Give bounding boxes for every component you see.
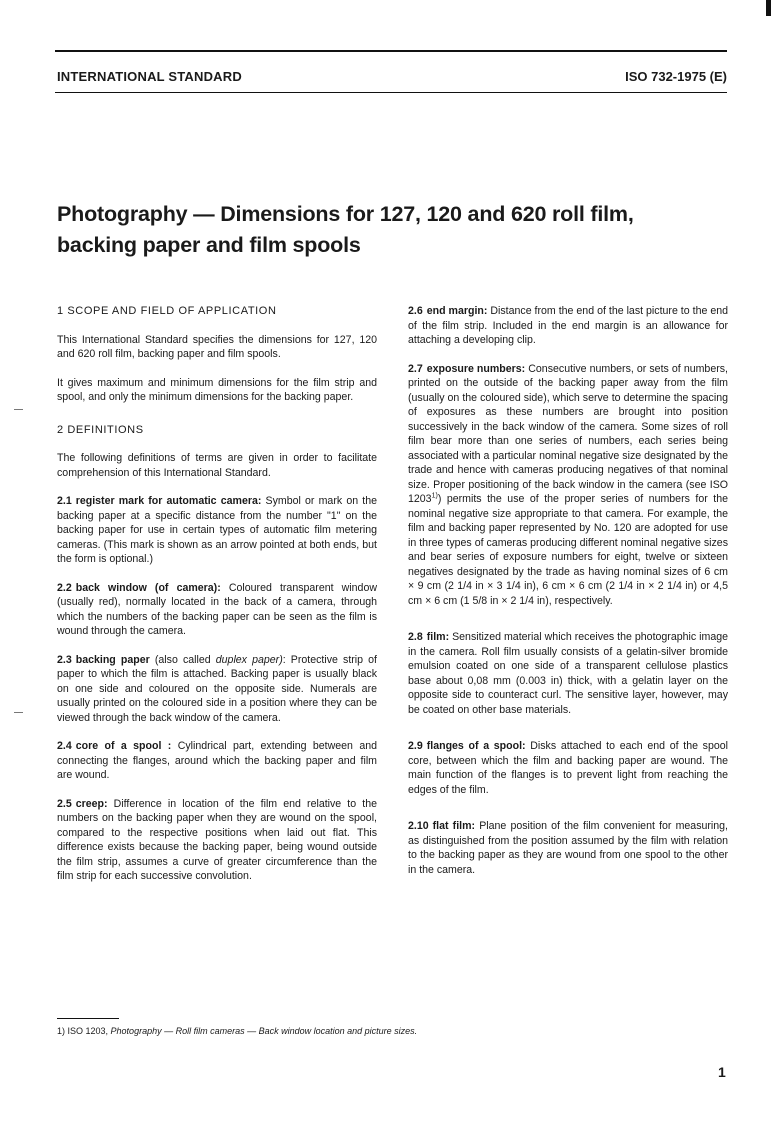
footnote xyxy=(57,1026,417,1036)
clause-number: 2.3 xyxy=(57,653,72,666)
footnote-reference: 1) xyxy=(431,492,438,500)
definition-text: Consecutive numbers, or sets of numbers, printed on the outside of the backing paper away from the film (usually on the coloured side), which serve to determine the spacing of exposures as these numbers are brought into position successively in the back window of the camera. Some sizes of roll film bear more than one series of numbers, each series being associated with a particular nominal negative size designated by the trade and hence with cameras producing negatives of that nominal size. Proper positioning of the back window in the camera (see ISO 1203 xyxy=(408,362,728,505)
defined-term: backing paper xyxy=(75,653,150,666)
clause-number: 2.4 xyxy=(57,740,72,752)
left-column xyxy=(57,304,377,898)
defined-term: register mark for automatic camera: xyxy=(75,495,262,507)
header-standard-label: INTERNATIONAL STANDARD xyxy=(57,69,242,84)
definition-2-4 xyxy=(57,739,377,783)
title-line-1: Photography — Dimensions for 127, 120 and 620 roll film, xyxy=(57,202,634,226)
title-line-2: backing paper and film spools xyxy=(57,233,361,257)
definition-text: Plane position of the film convenient for measuring, as distinguished from the position assumed by the film with relation to the backing paper as they are wound from one spool to the other in the camera. xyxy=(408,820,728,876)
document-title xyxy=(57,199,737,261)
defined-term: film: xyxy=(426,631,450,643)
clause-number: 2.1 xyxy=(57,495,72,507)
defined-term: flanges of a spool: xyxy=(426,740,526,752)
definition-2-3 xyxy=(57,653,377,726)
scope-heading: 1 SCOPE AND FIELD OF APPLICATION xyxy=(57,305,277,317)
definition-2-8 xyxy=(408,630,728,717)
definition-text: (also called xyxy=(149,653,216,666)
definition-text: Difference in location of the film end relative to the numbers on the backing paper when they are wound on the spool, compared to the respective positions when laid out flat. This difference exists because the backing paper, being wound outside the film strip, assumes a curve of greater circumference than the film strip for each successive convolution. xyxy=(57,797,377,882)
clause-number: 2.6 xyxy=(408,305,423,317)
definition-2-1 xyxy=(57,494,377,567)
margin-mark xyxy=(14,409,23,410)
scope-paragraph-1: This International Standard specifies the dimensions for 127, 120 and 620 roll film, backing paper and film spools. xyxy=(57,333,377,360)
definition-text: Distance from the end of the last picture to the end of the film strip. Included in the end margin is an allowance for attaching a developing clip. xyxy=(408,305,728,346)
definitions-intro: The following definitions of terms are given in order to facilitate comprehension of this International Standard. xyxy=(57,452,377,479)
clause-number: 2.9 xyxy=(408,740,423,752)
clause-number: 2.7 xyxy=(408,362,423,375)
scope-paragraph-2: It gives maximum and minimum dimensions for the film strip and spool, and only the minimum dimensions for the backing paper. xyxy=(57,376,377,403)
definition-2-5 xyxy=(57,797,377,884)
footnote-mark: 1) xyxy=(57,1026,66,1036)
definition-2-2 xyxy=(57,581,377,639)
clause-number: 2.8 xyxy=(408,631,423,643)
definition-2-10 xyxy=(408,819,728,877)
footnote-citation: Photography — Roll film cameras — Back window location and picture sizes. xyxy=(110,1026,418,1036)
definition-text: Disks attached to each end of the spool core, between which the film and backing paper are wound. The main function of the flanges is to prevent light from reaching the edges of the film. xyxy=(408,740,728,796)
defined-term: flat film: xyxy=(432,820,476,832)
footnote-rule xyxy=(57,1018,119,1019)
header-document-number: ISO 732-1975 (E) xyxy=(625,69,727,84)
clause-number: 2.5 xyxy=(57,797,72,810)
defined-term: back window (of camera): xyxy=(75,581,221,594)
definition-text: Sensitized material which receives the photographic image in the camera. Roll film usually consists of a gelatin-silver bromide emulsion coated on one side of a transparent cellulose plastics base about 0,08 mm (0.003 in) thick, with a gelatin layer on the opposite side to counteract curl. The sensitive layer, however, may be coated on other base materials. xyxy=(408,631,728,716)
defined-term: end margin: xyxy=(426,305,488,317)
margin-mark xyxy=(14,712,23,713)
definition-alt-term: duplex paper) xyxy=(215,653,283,666)
defined-term: exposure numbers: xyxy=(426,362,526,375)
corner-mark xyxy=(766,0,771,16)
clause-number: 2.10 xyxy=(408,820,429,832)
definition-2-6 xyxy=(408,304,728,348)
definition-text: ) permits the use of the proper series of numbers for the nominal negative size appropriate to that camera. For example, the film and backing paper represented by No. 120 are adopted for use in three types of cameras producing different nominal negative sizes and bear series of exposure numbers for eight, twelve or sixteen negatives designated by the trade as having nominal sizes of 6 cm × 9 cm (2 1/4 in × 3 1/4 in), 6 cm × 6 cm (2 1/4 in × 2 1/4 in) or 4,5 cm × 6 cm (1 5/8 in × 2 1/4 in), respectively. xyxy=(408,493,728,607)
clause-number: 2.2 xyxy=(57,581,72,594)
definition-text: Cylindrical part, extending between and connecting the flanges, around which the backing paper and film are wound. xyxy=(57,740,377,781)
definitions-heading: 2 DEFINITIONS xyxy=(57,423,144,436)
footnote-text: ISO 1203, xyxy=(65,1026,111,1036)
defined-term: core of a spool : xyxy=(75,740,172,752)
defined-term: creep: xyxy=(75,797,108,810)
header-rule xyxy=(55,92,727,93)
definition-text: : Protective strip of paper to which the film is attached. Backing paper is usually black on one side and coloured on the opposite side. Numerals are usually printed on the coloured side in a position where they can be viewed through the back window of the camera. xyxy=(57,653,377,724)
top-rule xyxy=(55,50,727,52)
definition-text: Coloured transparent window (usually red), normally located in the back of a camera, through which the numbers of the backing paper can be seen as the film is wound through the camera. xyxy=(57,581,377,637)
page-number: 1 xyxy=(718,1064,726,1080)
right-column xyxy=(408,304,728,891)
definition-2-7 xyxy=(408,362,728,609)
definition-2-9 xyxy=(408,739,728,797)
definition-text: Symbol or mark on the backing paper at a specific distance from the number "1" on the backing paper for use in certain types of automatic film metering cameras. (This mark is shown as an arrow pointed at both ends, but the form is optional.) xyxy=(57,495,377,565)
